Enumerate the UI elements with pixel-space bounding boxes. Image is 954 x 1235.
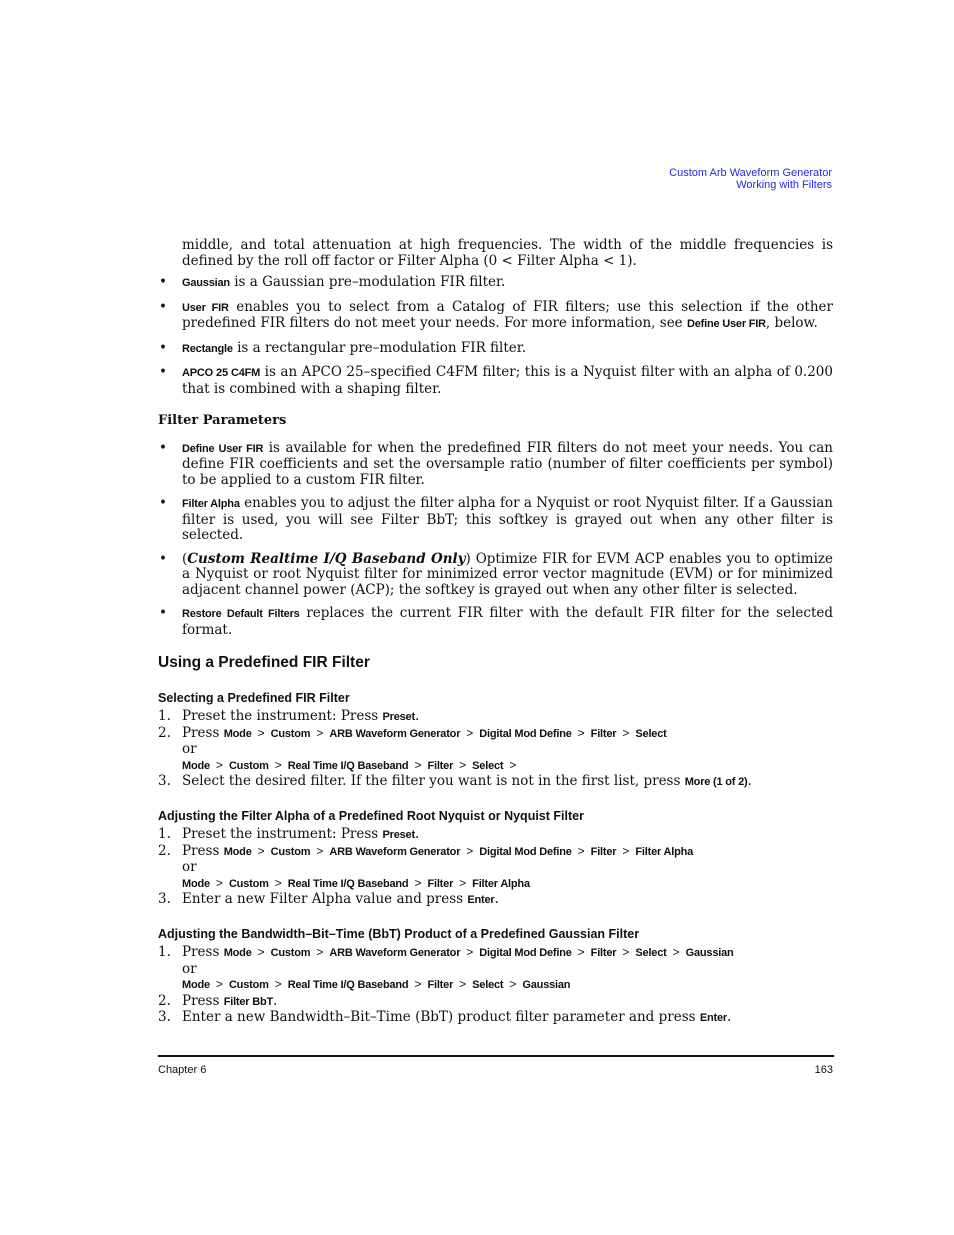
step-number: 1. xyxy=(158,826,171,842)
separator: > xyxy=(316,843,324,858)
step xyxy=(158,844,833,861)
separator: > xyxy=(509,977,517,991)
softkey-label: APCO 25 C4FM xyxy=(182,367,261,379)
softkey-label: User FIR xyxy=(182,301,229,314)
filter-parameters-heading: Filter Parameters xyxy=(158,413,287,428)
bullet-text: is available for when the predefined FIR filters do not meet your needs. You can define FIR coefficients and set the oversample ratio (number of filter coefficients per symbol) to be applied to a custom FIR filter. xyxy=(182,439,833,488)
softkey-label: Restore Default Filters xyxy=(182,608,300,620)
filter-types-list xyxy=(158,275,833,397)
bullet-text: is a Gaussian pre–modulation FIR filter. xyxy=(229,274,506,290)
filter-parameters-list xyxy=(158,441,833,639)
step-number: 3. xyxy=(158,773,171,789)
softkey-label: More (1 of 2) xyxy=(684,776,748,788)
or-text: or xyxy=(182,859,197,875)
separator: > xyxy=(274,757,282,772)
step-end: . xyxy=(414,708,420,724)
bullet-item xyxy=(158,300,833,333)
separator: > xyxy=(577,945,585,959)
separator: > xyxy=(459,757,467,772)
bullet-icon: • xyxy=(159,274,167,290)
step-number: 3. xyxy=(158,891,171,907)
separator: > xyxy=(257,725,265,740)
step-end: . xyxy=(494,891,499,907)
bullet-icon: • xyxy=(159,298,167,315)
footer-rule xyxy=(158,1055,834,1057)
separator: > xyxy=(466,945,474,959)
softkey-label: Define User FIR xyxy=(686,318,766,330)
separator: > xyxy=(577,843,585,858)
separator: > xyxy=(215,875,223,890)
separator: > xyxy=(215,757,223,772)
sec1-steps xyxy=(158,709,833,791)
separator: > xyxy=(215,977,223,991)
softkey-label: Filter Alpha xyxy=(635,845,694,858)
separator: > xyxy=(414,977,422,991)
header-chapter-title: Custom Arb Waveform Generator xyxy=(669,167,832,179)
softkey-label: Filter BbT xyxy=(223,995,274,1008)
softkey-label: Enter xyxy=(699,1012,727,1024)
bullet-icon: • xyxy=(159,364,167,380)
step xyxy=(158,827,833,844)
softkey-label: Filter xyxy=(590,727,617,740)
separator: > xyxy=(622,725,630,740)
softkey-label: Filter Alpha xyxy=(182,498,240,510)
bullet-item xyxy=(158,341,833,358)
softkey-label: Mode xyxy=(182,759,210,772)
softkey-label: ARB Waveform Generator xyxy=(329,845,461,858)
softkey-label: Digital Mod Define xyxy=(479,947,572,959)
separator: > xyxy=(509,757,517,772)
step xyxy=(158,1010,833,1027)
step-number: 1. xyxy=(158,944,171,960)
separator: > xyxy=(672,945,680,959)
bullet-text: enables you to select from a Catalog of FIR filters; use this selection if the other predefined FIR filters do not meet your needs. For more information, see xyxy=(182,298,833,331)
sec2-steps xyxy=(158,827,833,909)
bullet-icon: • xyxy=(159,550,167,567)
separator: > xyxy=(466,843,474,858)
page-content xyxy=(158,238,833,1027)
separator: > xyxy=(257,843,265,858)
separator: > xyxy=(622,945,630,959)
step-end: . xyxy=(747,773,752,789)
separator: > xyxy=(274,977,282,991)
step-number: 2. xyxy=(158,724,171,741)
separator: > xyxy=(414,875,422,890)
separator: > xyxy=(459,875,467,890)
key-path xyxy=(158,876,833,893)
step-text: Press xyxy=(182,724,224,741)
separator: > xyxy=(316,725,324,740)
step-text: Enter a new Bandwidth–Bit–Time (BbT) product filter parameter and press xyxy=(182,1009,700,1025)
softkey-label: Preset xyxy=(382,829,415,841)
bullet-text: enables you to adjust the filter alpha for a Nyquist or root Nyquist filter. If a Gaussian filter is used, you will see Filter BbT; this softkey is grayed out when any other filter is selected. xyxy=(182,495,834,543)
step-text: Enter a new Filter Alpha value and press xyxy=(182,891,468,907)
bullet-text: , below. xyxy=(765,315,818,331)
or-text: or xyxy=(182,741,197,757)
bullet-text: is a rectangular pre–modulation FIR filter. xyxy=(232,339,527,356)
step-number: 3. xyxy=(158,1009,171,1025)
step xyxy=(158,726,833,743)
step-number: 2. xyxy=(158,842,171,859)
softkey-label: Custom xyxy=(270,727,311,740)
softkey-label: Preset xyxy=(382,711,415,723)
step-end: . xyxy=(726,1009,732,1025)
softkey-label: Filter xyxy=(590,845,617,858)
header-section-title: Working with Filters xyxy=(736,179,832,191)
softkey-label: Filter xyxy=(590,947,617,959)
separator: > xyxy=(257,945,265,959)
separator: > xyxy=(414,757,422,772)
softkey-label: Select xyxy=(635,727,667,740)
softkey-label: Gaussian xyxy=(522,979,571,991)
separator: > xyxy=(459,977,467,991)
softkey-label: Define User FIR xyxy=(182,442,264,455)
bullet-text: ) Optimize FIR for EVM ACP enables you to optimize a Nyquist or root Nyquist filter for minimized error vector magnitude (EVM) or for minimized adjacent channel power (ACP); the softkey is grayed out when any other filter is selected. xyxy=(182,550,834,598)
step xyxy=(158,994,833,1011)
separator: > xyxy=(274,875,282,890)
softkey-label: Mode xyxy=(223,845,252,858)
separator: > xyxy=(577,725,585,740)
softkey-label: Custom xyxy=(270,845,311,858)
bullet-item xyxy=(158,441,833,489)
footer-chapter: Chapter 6 xyxy=(158,1064,207,1076)
step-text: Preset the instrument: Press xyxy=(182,826,383,842)
step-number: 2. xyxy=(158,992,171,1009)
step-end: . xyxy=(414,826,420,842)
sec1-title: Selecting a Predefined FIR Filter xyxy=(158,690,350,705)
intro-paragraph: middle, and total attenuation at high frequencies. The width of the middle frequencies is defined by the roll off factor or Filter Alpha (0 < Filter Alpha < 1). xyxy=(182,237,833,269)
running-header xyxy=(669,167,832,191)
step xyxy=(158,945,833,962)
sec3-title: Adjusting the Bandwidth–Bit–Time (BbT) Product of a Predefined Gaussian Filter xyxy=(158,926,640,941)
step-text: Press xyxy=(182,944,224,960)
softkey-label: Mode xyxy=(223,727,252,740)
softkey-label: Mode xyxy=(182,979,210,991)
softkey-label: Gaussian xyxy=(182,277,230,289)
softkey-label: Custom xyxy=(228,979,269,991)
paren-open: ( xyxy=(182,550,188,567)
softkey-label: Rectangle xyxy=(182,342,233,355)
bullet-icon: • xyxy=(159,495,167,511)
softkey-label: Enter xyxy=(467,894,495,906)
footer-page-number: 163 xyxy=(814,1064,833,1076)
step-text: Preset the instrument: Press xyxy=(182,708,383,724)
step-text: Press xyxy=(182,992,224,1009)
softkey-label: Select xyxy=(472,979,504,991)
softkey-label: Gaussian xyxy=(685,947,734,959)
softkey-label: ARB Waveform Generator xyxy=(329,947,461,959)
bullet-item xyxy=(158,365,833,397)
softkey-label: Mode xyxy=(182,877,210,890)
bullet-text: is an APCO 25–specified C4FM filter; this is a Nyquist filter with an alpha of 0.200 that is combined with a shaping filter. xyxy=(182,364,833,397)
step-text: Select the desired filter. If the filter you want is not in the first list, press xyxy=(182,773,685,789)
step xyxy=(158,709,833,726)
separator: > xyxy=(466,725,474,740)
bullet-item xyxy=(158,275,833,292)
bullet-item xyxy=(158,552,833,599)
softkey-label: Mode xyxy=(223,947,252,959)
bullet-text: replaces the current FIR filter with the default FIR filter for the selected format. xyxy=(182,605,833,638)
softkey-label: Digital Mod Define xyxy=(479,845,572,858)
softkey-label: Custom xyxy=(228,759,269,772)
softkey-label: Custom xyxy=(228,877,269,890)
bullet-item xyxy=(158,606,833,638)
separator: > xyxy=(316,945,324,959)
step-number: 1. xyxy=(158,708,171,724)
softkey-label: Select xyxy=(472,759,504,772)
mode-note: Custom Realtime I/Q Baseband Only xyxy=(187,550,466,567)
step xyxy=(158,892,833,909)
softkey-label: Filter Alpha xyxy=(472,877,530,890)
key-path xyxy=(158,758,833,775)
key-path xyxy=(158,977,833,994)
softkey-label: Digital Mod Define xyxy=(479,727,572,740)
softkey-label: Real Time I/Q Baseband xyxy=(287,877,409,890)
section-title: Using a Predefined FIR Filter xyxy=(158,654,370,671)
softkey-label: Custom xyxy=(270,947,311,959)
bullet-item xyxy=(158,496,833,544)
bullet-icon: • xyxy=(159,439,167,456)
softkey-label: Filter xyxy=(427,877,454,890)
step xyxy=(158,774,833,791)
sec3-steps xyxy=(158,945,833,1027)
softkey-label: Filter xyxy=(427,759,454,772)
bullet-icon: • xyxy=(159,605,167,621)
softkey-label: Filter xyxy=(427,979,454,991)
softkey-label: Real Time I/Q Baseband xyxy=(287,759,409,772)
sec2-title: Adjusting the Filter Alpha of a Predefined Root Nyquist or Nyquist Filter xyxy=(158,808,584,823)
step-end: . xyxy=(273,992,278,1009)
bullet-icon: • xyxy=(159,339,167,356)
step-text: Press xyxy=(182,842,224,859)
softkey-label: Select xyxy=(635,947,667,959)
softkey-label: ARB Waveform Generator xyxy=(329,727,461,740)
separator: > xyxy=(622,843,630,858)
softkey-label: Real Time I/Q Baseband xyxy=(287,979,409,991)
or-text: or xyxy=(182,960,197,977)
